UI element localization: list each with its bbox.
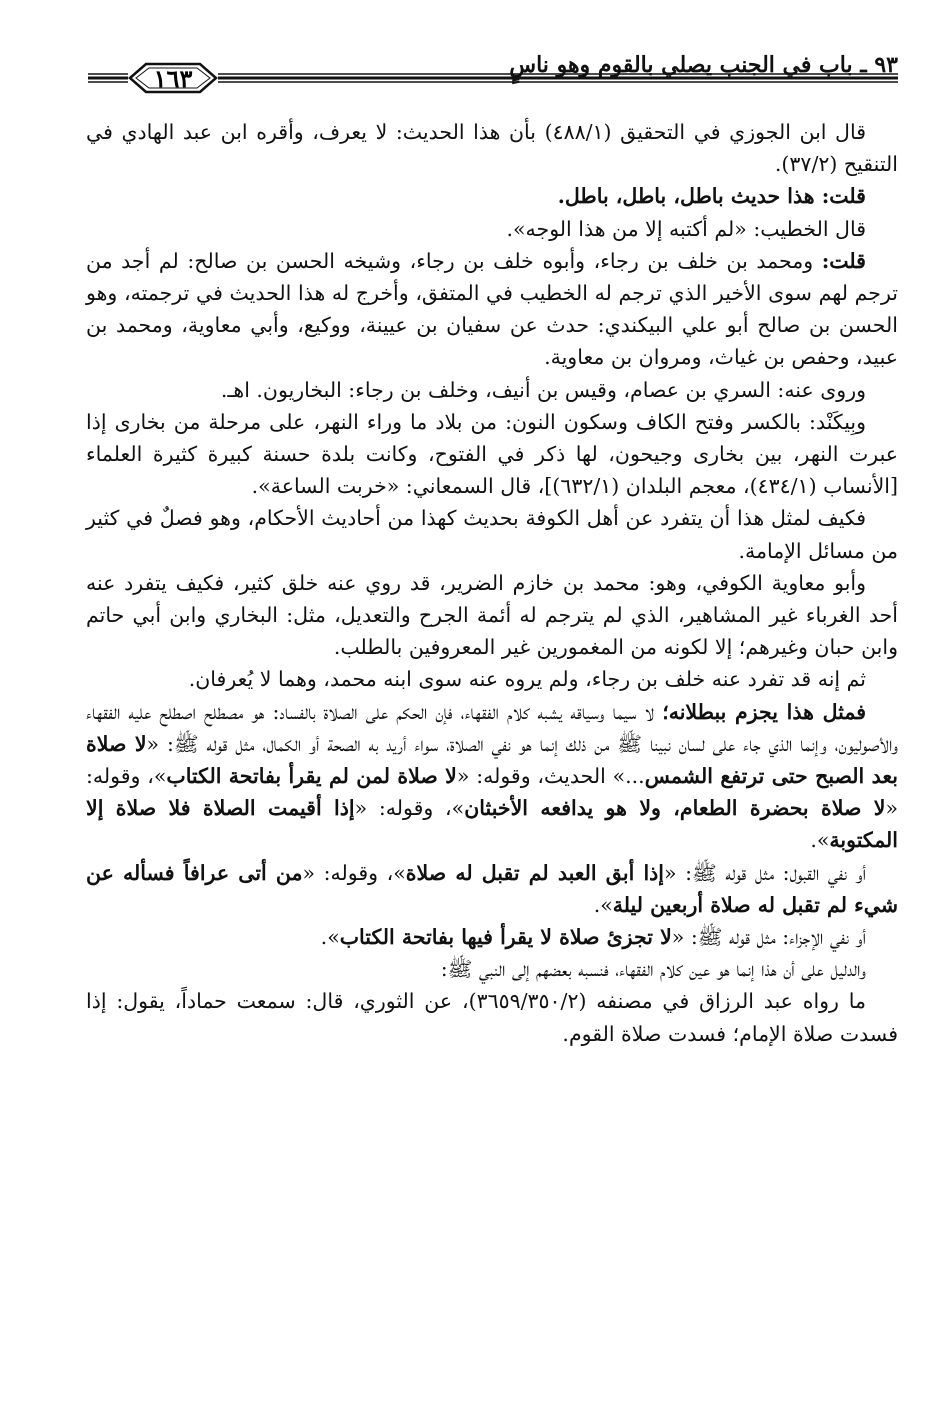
page-number: ١٦٣	[153, 64, 193, 93]
paragraph	[86, 406, 898, 503]
hadith-quote: لا صلاة لمن لم يقرأ بفاتحة الكتاب	[166, 764, 457, 789]
paragraph-text: قال الخطيب: «لم أكتبه إلا من هذا الوجه».	[506, 216, 866, 241]
paragraph	[86, 663, 898, 695]
chapter-title: ٩٣ ـ باب في الجنب يصلي بالقوم وهو ناسٍ	[509, 52, 898, 78]
paragraph	[86, 953, 898, 985]
paragraph-text: أو نفي القبول: مثل قوله ﷺ: «	[663, 860, 866, 885]
paragraph-text: فكيف لمثل هذا أن يتفرد عن أهل الكوفة بحديث كهذا من أحاديث الأحكام، وهو فصلٌ في كثير من مسائل الإمامة.	[86, 506, 898, 563]
hadith-quote: من أتى عرافاً فسأله عن شيء لم تقبل له صلاة أربعين ليلة	[86, 860, 898, 917]
paragraph	[86, 696, 898, 857]
paragraph-text: وبِيكَنْد: بالكسر وفتح الكاف وسكون النون: من بلاد ما وراء النهر، على مرحلة من بخارى إذا عبرت النهر، بين بخارى وجيحون، لها ذكر في الفتوح، وكانت بلدة حسنة كبيرة كثيرة العلماء [الأنساب (٤٣٤/١)، معجم البلدان (٦٣٢/١)]، قال السمعاني: «خربت الساعة».	[86, 409, 898, 499]
paragraph-text: والدليل على أن هذا إنما هو عين كلام الفقهاء، فنسبه بعضهم إلى النبي ﷺ:	[440, 957, 866, 982]
paragraph	[86, 921, 898, 953]
paragraph	[86, 180, 898, 212]
paragraph-text: ».	[810, 828, 830, 853]
paragraph-text: ».	[320, 925, 340, 950]
paragraph	[86, 857, 898, 921]
hadith-quote: لا تجزئ صلاة لا يقرأ فيها بفاتحة الكتاب	[339, 925, 672, 950]
paragraph-text: وروى عنه: السري بن عصام، وقيس بن أنيف، وخلف بن رجاء: البخاريون. اهـ.	[220, 377, 866, 402]
paragraph-bold: قلت: هذا حديث باطل، باطل، باطل.	[557, 184, 866, 209]
paragraph	[86, 213, 898, 245]
paragraph-text: »، وقوله: «	[354, 796, 465, 821]
body-text	[86, 116, 898, 1050]
hadith-quote: لا صلاة بعد الصبح حتى ترتفع الشمس	[86, 731, 898, 789]
paragraph	[86, 502, 898, 566]
hadith-quote: إذا أبق العبد لم تقبل له صلاة	[405, 860, 664, 885]
hadith-quote: لا صلاة بحضرة الطعام، ولا هو يدافعه الأخبثان	[464, 796, 886, 821]
paragraph-text: قال ابن الجوزي في التحقيق (٤٨٨/١) بأن هذا الحديث: لا يعرف، وأقره ابن عبد الهادي في التنقيح (٣٧/٢).	[86, 120, 898, 177]
paragraph	[86, 245, 898, 374]
paragraph-text: أو نفي الإجزاء: مثل قوله ﷺ: «	[671, 925, 866, 950]
paragraph	[86, 567, 898, 664]
paragraph-text: ومحمد بن خلف بن رجاء، وأبوه خلف بن رجاء، وشيخه الحسن بن صالح: لم أجد من ترجم لهم سوى الأخير الذي ترجم له الخطيب في المتفق، وأخرج له هذا الحديث في ترجمته، وهو الحسن بن صالح أبو علي البيكندي: حدث عن سفيان بن عيينة، ووكيع، وأبي معاوية، ومحمد بن عبيد، وحفص بن غياث، ومروان بن معاوية.	[86, 248, 898, 370]
page-header	[88, 40, 898, 100]
paragraph	[86, 374, 898, 406]
paragraph	[86, 985, 898, 1049]
paragraph-text: ...» الحديث، وقوله: «	[456, 764, 645, 789]
paragraph-text: ثم إنه قد تفرد عنه خلف بن رجاء، ولم يروه عنه سوى ابنه محمد، وهما لا يُعرفان.	[188, 667, 866, 692]
paragraph-text: ».	[593, 892, 613, 917]
paragraph-bold: فمثل هذا يجزم ببطلانه؛	[662, 699, 866, 724]
paragraph-text: لا سيما وسياقه يشبه كلام الفقهاء، فإن الحكم على الصلاة بالفساد: هو مصطلح اصطلح عليه الفقهاء والأصوليون، وإنما الذي جاء على لسان نبينا ﷺ من ذلك إنما هو نفي الصلاة، سواء أريد به الصحة أو الكمال، مثل قوله ﷺ: «	[86, 699, 898, 756]
paragraph-text: »، وقوله: «	[302, 860, 406, 885]
hadith-quote: إذا أقيمت الصلاة فلا صلاة إلا المكتوبة	[86, 796, 898, 853]
paragraph-text: ما رواه عبد الرزاق في مصنفه (٣٦٥٩/٣٥٠/٢)، عن الثوري، قال: سمعت حماداً، يقول: إذا فسدت صلاة الإمام؛ فسدت صلاة القوم.	[86, 989, 898, 1046]
paragraph-text: وأبو معاوية الكوفي، وهو: محمد بن خازم الضرير، قد روي عنه خلق كثير، فكيف يتفرد عنه أحد الغرباء غير المشاهير، الذي لم يترجم له أئمة الجرح والتعديل، مثل: البخاري وابن أبي حاتم وابن حبان وغيرهم؛ إلا لكونه من المغمورين غير المعروفين بالطلب.	[86, 570, 898, 660]
paragraph	[86, 116, 898, 180]
paragraph-text: »، وقوله: «	[86, 764, 899, 821]
paragraph-bold: قلت:	[821, 248, 866, 273]
